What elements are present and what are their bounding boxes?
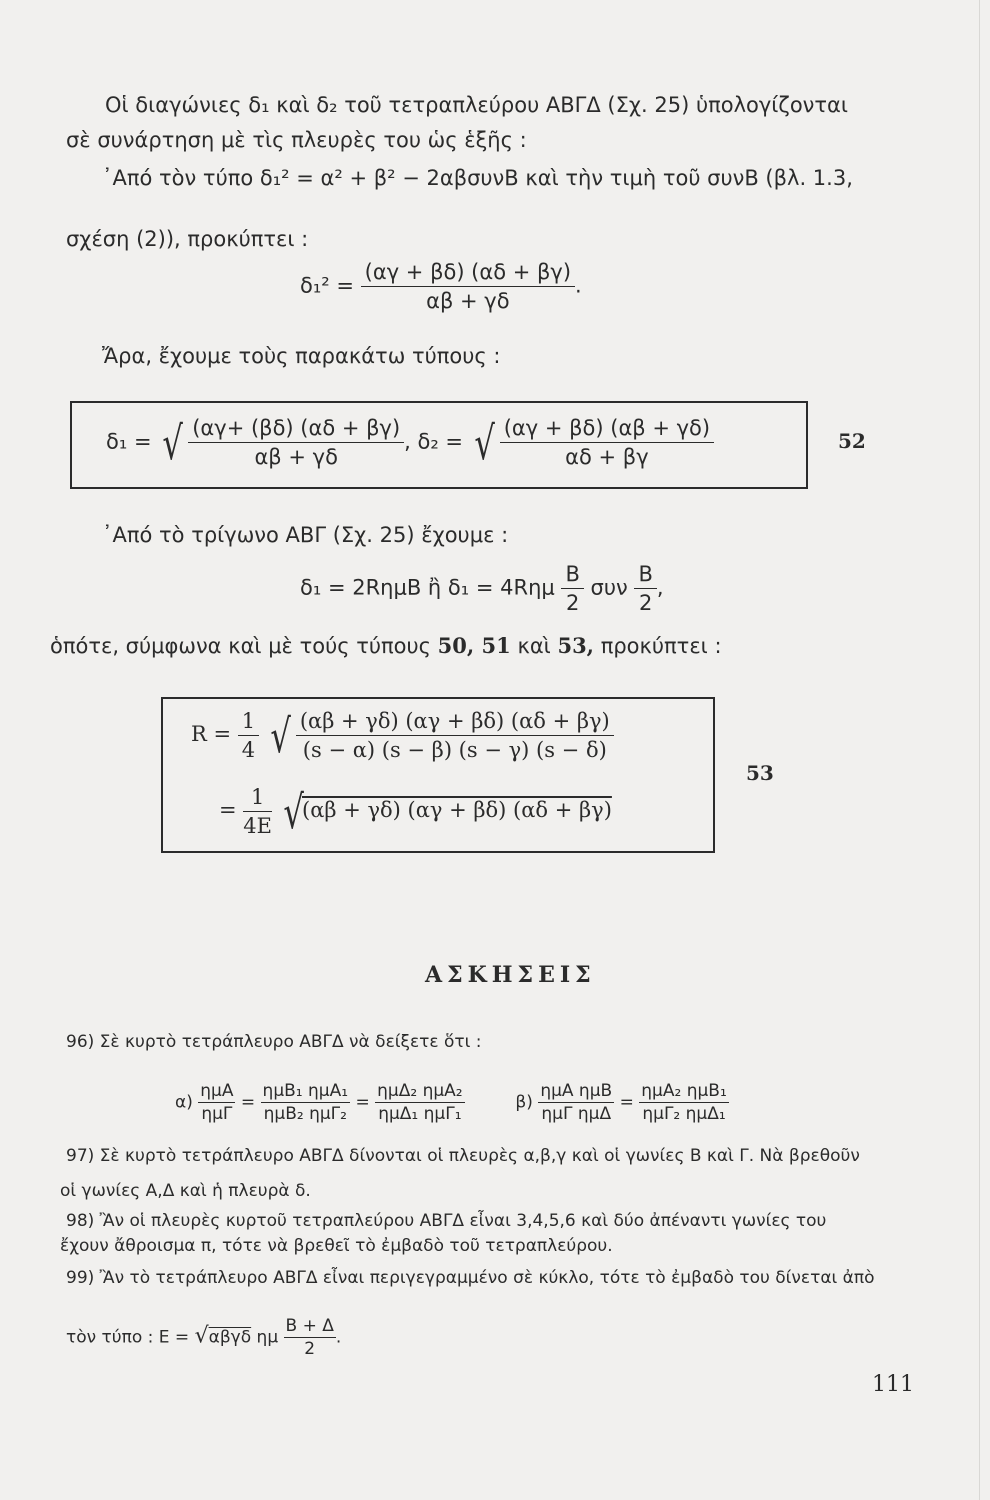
formula-lhs-R: R = (191, 722, 232, 746)
fraction-denominator: ημΒ₂ ημΓ₂ (263, 1104, 347, 1124)
equation-end: . (575, 273, 582, 298)
equation-lhs: δ₁² = (300, 273, 354, 298)
formula-fraction (261, 1080, 351, 1125)
formula-53-line1 (191, 707, 614, 764)
paragraph-line: Οἱ διαγώνιες δ₁ καὶ δ₂ τοῦ τετραπλεύρου ΑΒΓΔ (Σχ. 25) ὑπολογίζονται (105, 93, 848, 117)
exercise-97-line: 97) Σὲ κυρτὸ τετράπλευρο ΑΒΓΔ δίνονται οἱ πλευρὲς α,β,γ καὶ οἱ γωνίες Β καὶ Γ. Νὰ βρεθοῦν (66, 1146, 860, 1166)
fraction-numerator: 1 (238, 707, 259, 736)
formula-box-53 (161, 697, 715, 853)
exercise-99-formula (66, 1315, 341, 1360)
fraction-numerator: ημΑ ημΒ (540, 1081, 613, 1101)
fraction-numerator: Β + Δ (285, 1316, 334, 1336)
equation-delta1-squared (300, 258, 582, 315)
fraction-denominator: αβ + γδ (254, 445, 338, 469)
fraction-denominator: ημΓ (201, 1104, 233, 1124)
item-label: α) (175, 1092, 193, 1113)
fraction-numerator: Β (561, 560, 583, 589)
formula-fraction (198, 1080, 235, 1125)
fraction-denominator: (s − α) (s − β) (s − γ) (s − δ) (302, 738, 607, 762)
formula-ref: 53, (557, 633, 594, 658)
formula-ref: 50, 51 (437, 633, 511, 658)
item-label: β) (515, 1092, 533, 1113)
fraction-denominator: αδ + βγ (565, 445, 649, 469)
page-number: 111 (872, 1372, 914, 1397)
text-run: καὶ (517, 634, 551, 658)
paragraph-line: σχέση (2)), προκύπτει : (66, 227, 309, 251)
radicand: (αβ + γδ) (αγ + βδ) (αδ + βγ) (302, 798, 612, 822)
sqrt-symbol: √ (162, 415, 184, 470)
fraction-one-quarter (238, 707, 259, 764)
exercise-98-line: 98) Ἂν οἱ πλευρὲς κυρτοῦ τετραπλεύρου ΑΒΓΔ εἶναι 3,4,5,6 καὶ δύο ἀπέναντι γωνίες του (66, 1211, 827, 1231)
paragraph-line: Ἄρα, ἔχουμε τοὺς παρακάτω τύπους : (102, 344, 501, 368)
fraction-denominator: ημΔ₁ ημΓ₁ (378, 1104, 462, 1124)
formula-53-line2 (219, 783, 612, 840)
fraction-numerator: (αγ+ (βδ) (αδ + βγ) (188, 414, 404, 443)
equation-fraction (361, 258, 575, 315)
radicand: αβγδ (208, 1327, 252, 1348)
fraction-denominator: 2 (638, 591, 653, 615)
sqrt-symbol: √ (194, 1323, 209, 1349)
fraction-numerator: (αγ + βδ) (αδ + βγ) (361, 258, 575, 287)
equation-part: δ₁ = 2RημΒ ἢ δ₁ = 4Rημ (300, 575, 555, 600)
formula-52 (106, 414, 714, 471)
equation-number-52: 52 (838, 429, 866, 453)
page-edge (979, 0, 980, 1500)
exercise-98-line: ἔχουν ἄθροισμα π, τότε νὰ βρεθεῖ τὸ ἐμβαδὸ τοῦ τετραπλεύρου. (60, 1236, 613, 1256)
formula-fraction (284, 1315, 336, 1360)
equals-sign: = (619, 1092, 634, 1113)
formula-fraction-d1 (188, 414, 404, 471)
section-title: ΑΣΚΗΣΕΙΣ (425, 962, 596, 988)
fraction-denominator: ημΓ ημΔ (541, 1104, 612, 1124)
fraction-numerator: ημΑ₂ ημΒ₁ (641, 1081, 727, 1101)
paragraph-line: ᾿Από τὸν τύπο δ₁² = α² + β² − 2αβσυνΒ καὶ τὴν τιμὴ τοῦ συνΒ (βλ. 1.3, (102, 166, 853, 190)
equals-sign: = (355, 1092, 370, 1113)
equals-sign: = (240, 1092, 256, 1113)
fraction-numerator: 1 (243, 783, 272, 812)
equation-fraction (561, 560, 583, 617)
equals-sign: = (219, 798, 237, 822)
fraction-denominator: ημΓ₂ ημΔ₁ (642, 1104, 726, 1124)
equation-number-53: 53 (746, 761, 774, 785)
paragraph-line (50, 633, 722, 659)
fraction-one-over-4E (243, 783, 272, 840)
formula-lhs-d1: δ₁ = (106, 429, 152, 454)
formula-fraction (296, 707, 614, 764)
sqrt-symbol: √ (283, 784, 304, 839)
text-run: προκύπτει : (600, 634, 722, 658)
fraction-numerator: Β (634, 560, 656, 589)
text-run: . (335, 1327, 342, 1348)
formula-lhs-d2: , δ₂ = (404, 429, 464, 454)
equation-part: συν (590, 575, 628, 600)
text-run: τὸν τύπο : Ε = (66, 1327, 190, 1348)
fraction-denominator: 2 (304, 1339, 316, 1359)
equation-end: , (656, 575, 664, 600)
fraction-denominator: 4 (241, 738, 256, 762)
exercise-96-formulas (175, 1080, 729, 1125)
sqrt-symbol: √ (474, 415, 495, 470)
exercise-99-line: 99) Ἂν τὸ τετράπλευρο ΑΒΓΔ εἶναι περιγεγραμμένο σὲ κύκλο, τότε τὸ ἐμβαδὸ του δίνεται ἀπὸ (66, 1268, 875, 1288)
exercise-97-line: οἱ γωνίες Α,Δ καὶ ἡ πλευρὰ δ. (60, 1181, 311, 1201)
fraction-denominator: 2 (565, 591, 580, 615)
equation-fraction (634, 560, 656, 617)
formula-fraction (375, 1080, 464, 1125)
paragraph-line: σὲ συνάρτηση μὲ τὶς πλευρὲς του ὡς ἑξῆς : (66, 128, 527, 152)
fraction-denominator: 4E (243, 814, 272, 838)
fraction-denominator: αβ + γδ (426, 289, 510, 313)
text-run: ημ (256, 1327, 279, 1348)
paragraph-line: ᾿Από τὸ τρίγωνο ΑΒΓ (Σχ. 25) ἔχουμε : (102, 523, 509, 547)
formula-fraction-d2 (500, 414, 714, 471)
fraction-numerator: (αβ + γδ) (αγ + βδ) (αδ + βγ) (296, 707, 614, 736)
formula-box-52 (70, 401, 808, 489)
equation-delta1 (300, 560, 664, 617)
fraction-numerator: ημΒ₁ ημΑ₁ (262, 1081, 349, 1101)
exercise-96: 96) Σὲ κυρτὸ τετράπλευρο ΑΒΓΔ νὰ δείξετε ὅτι : (66, 1032, 482, 1052)
fraction-numerator: (αγ + βδ) (αβ + γδ) (500, 414, 714, 443)
fraction-numerator: ημΔ₂ ημΑ₂ (377, 1081, 463, 1101)
sqrt-symbol: √ (270, 708, 291, 763)
formula-fraction (639, 1080, 729, 1125)
formula-fraction (538, 1080, 614, 1125)
fraction-numerator: ημΑ (200, 1081, 234, 1101)
text-run: ὁπότε, σύμφωνα καὶ μὲ τούς τύπους (50, 634, 431, 658)
